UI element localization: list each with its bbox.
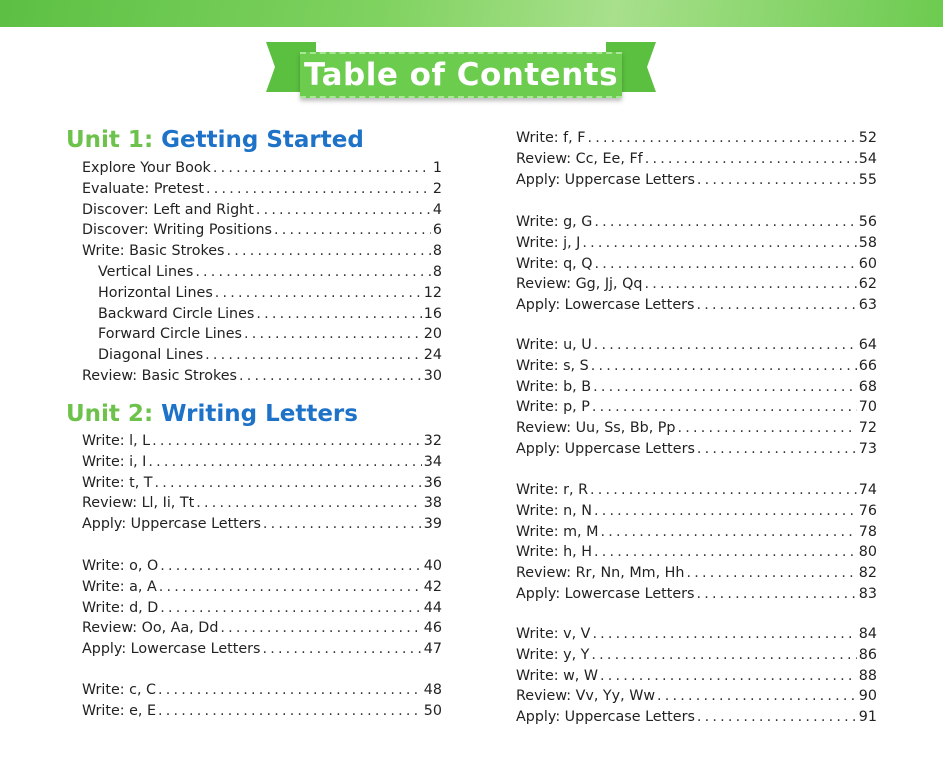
toc-entry-page-number: 36 — [423, 474, 442, 491]
toc-entry — [82, 366, 442, 387]
dot-leader — [600, 522, 856, 543]
dot-leader — [590, 480, 857, 501]
toc-entry-label: Write: f, F — [516, 130, 586, 146]
toc-entry-label: Vertical Lines — [98, 263, 194, 280]
toc-entry-page-number: 83 — [858, 585, 877, 602]
toc-entry-page-number: 8 — [432, 243, 442, 260]
toc-entry — [516, 563, 877, 584]
dot-leader — [158, 680, 422, 701]
toc-entry — [516, 149, 877, 170]
toc-entry-label: Discover: Left and Right — [82, 201, 254, 218]
toc-entry — [516, 522, 877, 543]
toc-entry-page-number: 38 — [423, 495, 442, 512]
toc-entry-page-number: 78 — [858, 523, 877, 540]
dot-leader — [227, 241, 431, 262]
toc-entry-page-number: 1 — [432, 160, 442, 176]
dot-leader — [262, 639, 421, 660]
toc-group — [516, 128, 877, 190]
toc-entry-page-number: 76 — [858, 502, 877, 519]
dot-leader — [644, 274, 856, 295]
toc-entry-page-number: 34 — [423, 453, 442, 470]
toc-entry-label: Apply: Uppercase Letters — [516, 440, 695, 457]
dot-leader — [215, 283, 422, 304]
dot-leader — [582, 233, 856, 254]
toc-entry — [516, 645, 877, 666]
toc-entry — [516, 295, 877, 316]
toc-entry — [82, 556, 442, 577]
toc-entry-label: Apply: Lowercase Letters — [516, 585, 695, 602]
dot-leader — [256, 200, 431, 221]
toc-entry-page-number: 39 — [423, 516, 442, 533]
toc-entry — [516, 128, 877, 149]
dot-leader — [591, 356, 857, 377]
dot-leader — [697, 439, 857, 460]
toc-entry-page-number: 62 — [858, 276, 877, 293]
ribbon-banner — [300, 52, 622, 98]
toc-group — [82, 431, 442, 535]
toc-entry-label: Write: i, I — [82, 453, 147, 470]
toc-entry-label: Apply: Uppercase Letters — [82, 516, 261, 533]
page-title: Table of Contents — [303, 57, 619, 93]
toc-entry-page-number: 2 — [432, 180, 442, 197]
toc-entry — [516, 707, 877, 728]
toc-entry-label: Write: v, V — [516, 626, 591, 642]
dot-leader — [678, 418, 857, 439]
dot-leader — [244, 324, 422, 345]
dot-leader — [592, 397, 857, 418]
dot-leader — [239, 366, 422, 387]
toc-entry-page-number: 52 — [858, 130, 877, 146]
dot-leader — [687, 563, 857, 584]
dot-leader — [592, 624, 856, 645]
toc-entry-page-number: 72 — [858, 420, 877, 437]
toc-entry-label: Apply: Lowercase Letters — [516, 297, 695, 314]
unit-number: Unit 2: — [66, 401, 154, 427]
toc-entry-label: Review: Gg, Jj, Qq — [516, 276, 643, 293]
toc-entry — [516, 397, 877, 418]
toc-entry-label: Write: c, C — [82, 682, 157, 698]
dot-leader — [591, 645, 856, 666]
toc-entry-page-number: 12 — [423, 284, 442, 301]
dot-leader — [220, 618, 421, 639]
toc-entry-label: Evaluate: Pretest — [82, 180, 204, 197]
toc-entry — [82, 473, 442, 494]
toc-entry-label: Write: a, A — [82, 578, 157, 595]
toc-entry-label: Write: w, W — [516, 667, 599, 684]
toc-entry-label: Diagonal Lines — [98, 347, 204, 364]
toc-entry — [516, 686, 877, 707]
toc-entry — [82, 680, 442, 701]
toc-entry-page-number: 8 — [432, 263, 442, 280]
toc-entry — [516, 356, 877, 377]
unit-name: Getting Started — [161, 127, 364, 153]
toc-entry-label: Discover: Writing Positions — [82, 222, 272, 239]
toc-entry-label: Backward Circle Lines — [98, 305, 255, 322]
toc-entry-label: Write: j, J — [516, 234, 581, 251]
toc-entry-page-number: 90 — [858, 688, 877, 705]
dot-leader — [697, 707, 857, 728]
toc-entry — [516, 233, 877, 254]
unit-2-heading — [66, 401, 358, 427]
toc-entry-label: Apply: Uppercase Letters — [516, 709, 695, 726]
toc-entry-label: Write: d, D — [82, 599, 159, 616]
dot-leader — [587, 128, 856, 149]
toc-entry-page-number: 82 — [858, 565, 877, 582]
toc-entry — [82, 345, 442, 366]
toc-entry — [82, 431, 442, 452]
toc-entry-page-number: 74 — [858, 482, 877, 498]
toc-entry — [82, 241, 442, 262]
toc-entry — [82, 200, 442, 221]
toc-entry — [82, 220, 442, 241]
toc-entry-label: Write: s, S — [516, 357, 589, 374]
toc-entry-page-number: 68 — [858, 378, 877, 395]
dot-leader — [148, 452, 421, 473]
dot-leader — [152, 431, 422, 452]
toc-entry-page-number: 54 — [858, 150, 877, 167]
toc-entry-label: Write: y, Y — [516, 646, 590, 663]
toc-group — [516, 212, 877, 316]
toc-entry-page-number: 64 — [858, 337, 877, 353]
toc-entry-label: Explore Your Book — [82, 160, 211, 176]
dot-leader — [595, 254, 857, 275]
toc-entry-page-number: 47 — [423, 641, 442, 658]
toc-entry — [516, 418, 877, 439]
toc-entry-page-number: 63 — [858, 297, 877, 314]
toc-entry-page-number: 84 — [858, 626, 877, 642]
toc-entry-page-number: 66 — [858, 357, 877, 374]
toc-entry-label: Write: t, T — [82, 474, 153, 491]
toc-group — [82, 556, 442, 660]
toc-entry-label: Review: Ll, Ii, Tt — [82, 495, 195, 512]
toc-entry-page-number: 56 — [858, 214, 877, 230]
unit-number: Unit 1: — [66, 127, 154, 153]
dot-leader — [594, 212, 856, 233]
toc-entry — [516, 542, 877, 563]
toc-entry-page-number: 70 — [858, 399, 877, 416]
toc-entry — [82, 304, 442, 325]
toc-entry-page-number: 16 — [423, 305, 442, 322]
toc-entry — [516, 624, 877, 645]
toc-entry — [82, 639, 442, 660]
dot-leader — [274, 220, 431, 241]
toc-entry-label: Write: b, B — [516, 378, 592, 395]
toc-entry-page-number: 6 — [432, 222, 442, 239]
dot-leader — [593, 377, 857, 398]
toc-entry — [82, 452, 442, 473]
toc-entry-label: Horizontal Lines — [98, 284, 213, 301]
dot-leader — [263, 514, 422, 535]
toc-entry-page-number: 4 — [432, 201, 442, 218]
toc-entry — [82, 577, 442, 598]
top-decorative-band — [0, 0, 943, 27]
unit-name: Writing Letters — [161, 401, 358, 427]
toc-entry-label: Apply: Uppercase Letters — [516, 171, 695, 188]
toc-group — [516, 335, 877, 460]
toc-entry-page-number: 88 — [858, 667, 877, 684]
toc-entry — [516, 584, 877, 605]
toc-entry-label: Write: m, M — [516, 523, 599, 540]
toc-entry-label: Write: n, N — [516, 502, 592, 519]
toc-entry-page-number: 32 — [423, 433, 442, 449]
toc-entry-label: Write: r, R — [516, 482, 589, 498]
toc-entry-label: Write: q, Q — [516, 255, 593, 272]
toc-entry-page-number: 60 — [858, 255, 877, 272]
toc-entry-label: Write: p, P — [516, 399, 590, 416]
toc-entry-label: Review: Vv, Yy, Ww — [516, 688, 656, 705]
toc-entry — [82, 514, 442, 535]
toc-entry-page-number: 40 — [423, 558, 442, 574]
toc-entry — [82, 493, 442, 514]
dot-leader — [594, 501, 857, 522]
toc-entry-page-number: 46 — [423, 620, 442, 637]
toc-entry-page-number: 24 — [423, 347, 442, 364]
dot-leader — [196, 493, 422, 514]
toc-entry-label: Write: l, L — [82, 433, 151, 449]
toc-entry — [82, 179, 442, 200]
dot-leader — [160, 598, 422, 619]
toc-entry-label: Review: Oo, Aa, Dd — [82, 620, 219, 637]
toc-entry-label: Review: Cc, Ee, Ff — [516, 150, 643, 167]
dot-leader — [696, 584, 856, 605]
toc-entry-label: Forward Circle Lines — [98, 326, 242, 343]
dot-leader — [256, 304, 421, 325]
toc-entry — [516, 377, 877, 398]
toc-entry-page-number: 91 — [858, 709, 877, 726]
toc-group-unit1 — [82, 158, 442, 387]
toc-entry-label: Review: Uu, Ss, Bb, Pp — [516, 420, 676, 437]
toc-entry-label: Write: e, E — [82, 702, 157, 719]
toc-entry-page-number: 86 — [858, 646, 877, 663]
toc-group — [516, 480, 877, 605]
toc-entry-page-number: 50 — [423, 702, 442, 719]
dot-leader — [594, 335, 857, 356]
toc-entry-page-number: 30 — [423, 367, 442, 384]
toc-entry-label: Review: Basic Strokes — [82, 367, 237, 384]
toc-entry — [82, 324, 442, 345]
toc-entry — [516, 274, 877, 295]
toc-entry — [516, 439, 877, 460]
dot-leader — [645, 149, 857, 170]
toc-group — [82, 680, 442, 722]
toc-entry-label: Write: g, G — [516, 214, 593, 230]
dot-leader — [155, 473, 422, 494]
dot-leader — [158, 701, 422, 722]
toc-entry — [516, 335, 877, 356]
toc-entry-page-number: 48 — [423, 682, 442, 698]
toc-group — [516, 624, 877, 728]
toc-entry — [516, 170, 877, 191]
toc-entry-label: Write: o, O — [82, 558, 159, 574]
dot-leader — [195, 262, 431, 283]
toc-entry-label: Write: Basic Strokes — [82, 243, 225, 260]
toc-entry-label: Write: u, U — [516, 337, 592, 353]
toc-entry-page-number: 80 — [858, 544, 877, 561]
toc-entry-label: Apply: Lowercase Letters — [82, 641, 261, 658]
toc-entry — [516, 254, 877, 275]
dot-leader — [594, 542, 857, 563]
toc-entry — [82, 283, 442, 304]
dot-leader — [696, 295, 856, 316]
toc-entry-page-number: 58 — [858, 234, 877, 251]
dot-leader — [697, 170, 857, 191]
toc-entry-page-number: 44 — [423, 599, 442, 616]
dot-leader — [206, 179, 431, 200]
toc-entry — [516, 501, 877, 522]
toc-entry-label: Review: Rr, Nn, Mm, Hh — [516, 565, 685, 582]
dot-leader — [657, 686, 857, 707]
toc-entry — [516, 666, 877, 687]
toc-entry-page-number: 20 — [423, 326, 442, 343]
dot-leader — [205, 345, 422, 366]
toc-entry — [82, 158, 442, 179]
unit-1-heading — [66, 127, 364, 153]
toc-entry — [516, 480, 877, 501]
toc-entry — [82, 701, 442, 722]
toc-entry — [82, 618, 442, 639]
toc-entry-page-number: 73 — [858, 440, 877, 457]
dot-leader — [600, 666, 857, 687]
dot-leader — [213, 158, 431, 179]
toc-entry-label: Write: h, H — [516, 544, 593, 561]
title-ribbon — [266, 42, 656, 110]
dot-leader — [160, 556, 422, 577]
toc-entry-page-number: 42 — [423, 578, 442, 595]
toc-entry — [516, 212, 877, 233]
dot-leader — [159, 577, 422, 598]
toc-entry-page-number: 55 — [858, 171, 877, 188]
toc-entry — [82, 262, 442, 283]
toc-entry — [82, 598, 442, 619]
